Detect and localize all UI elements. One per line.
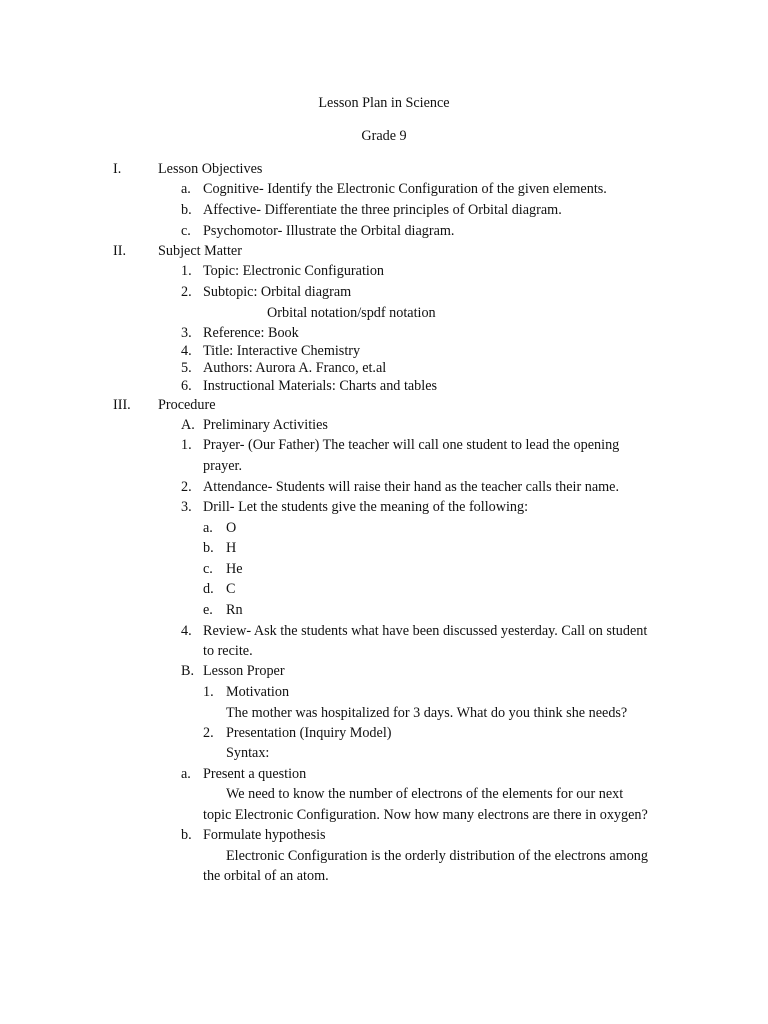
list-item: Attendance- Students will raise their hand as the teacher calls their name. <box>203 479 620 495</box>
list-marker: 3. <box>181 325 192 341</box>
list-item: Rn <box>226 602 243 618</box>
list-marker: 2. <box>181 284 192 300</box>
subsection-marker: A. <box>181 417 195 433</box>
list-marker: b. <box>181 827 192 843</box>
list-item: Presentation (Inquiry Model) <box>226 725 392 741</box>
paragraph-text: the orbital of an atom. <box>203 868 329 884</box>
list-item-continuation: prayer. <box>203 458 242 474</box>
section-number: II. <box>113 243 126 259</box>
section-number: III. <box>113 397 131 413</box>
list-item: Title: Interactive Chemistry <box>203 343 361 359</box>
list-item-continuation: Orbital notation/spdf notation <box>267 305 436 321</box>
subsection-heading: Preliminary Activities <box>203 417 328 433</box>
list-marker: 6. <box>181 378 192 394</box>
list-item: Psychomotor- Illustrate the Orbital diagram. <box>203 223 455 239</box>
list-item: Drill- Let the students give the meaning of the following: <box>203 499 529 515</box>
list-item: Subtopic: Orbital diagram <box>203 284 352 300</box>
list-marker: 1. <box>181 263 192 279</box>
section-heading: Lesson Objectives <box>158 161 263 177</box>
paragraph-text: Syntax: <box>226 745 270 761</box>
list-marker: c. <box>181 223 191 239</box>
paragraph-text: We need to know the number of electrons of the elements for our next <box>226 786 624 802</box>
section-number: I. <box>113 161 122 177</box>
list-item: Formulate hypothesis <box>203 827 326 843</box>
list-item: Cognitive- Identify the Electronic Configuration of the given elements. <box>203 181 607 197</box>
list-marker: 1. <box>203 684 214 700</box>
list-marker: 1. <box>181 437 192 453</box>
list-item: Affective- Differentiate the three principles of Orbital diagram. <box>203 202 562 218</box>
list-marker: a. <box>181 766 191 782</box>
list-marker: a. <box>181 181 191 197</box>
list-item: Authors: Aurora A. Franco, et.al <box>203 360 387 376</box>
list-item: C <box>226 581 236 597</box>
list-marker: c. <box>203 561 213 577</box>
list-item: Topic: Electronic Configuration <box>203 263 385 279</box>
section-heading: Subject Matter <box>158 243 242 259</box>
list-marker: 2. <box>203 725 214 741</box>
list-marker: 3. <box>181 499 192 515</box>
list-item: He <box>226 561 243 577</box>
list-marker: 2. <box>181 479 192 495</box>
list-marker: b. <box>203 540 214 556</box>
list-item: Reference: Book <box>203 325 299 341</box>
paragraph-text: topic Electronic Configuration. Now how many electrons are there in oxygen? <box>203 807 648 823</box>
list-item: H <box>226 540 237 556</box>
list-item: O <box>226 520 237 536</box>
document-title: Lesson Plan in Science <box>318 95 450 111</box>
list-item: Motivation <box>226 684 290 700</box>
subsection-heading: Lesson Proper <box>203 663 285 679</box>
list-marker: 5. <box>181 360 192 376</box>
list-marker: d. <box>203 581 214 597</box>
list-marker: e. <box>203 602 213 618</box>
list-item: Present a question <box>203 766 307 782</box>
list-marker: 4. <box>181 343 192 359</box>
list-marker: a. <box>203 520 213 536</box>
list-item: Instructional Materials: Charts and tables <box>203 378 438 394</box>
list-marker: b. <box>181 202 192 218</box>
list-item: Review- Ask the students what have been discussed yesterday. Call on student <box>203 623 648 639</box>
paragraph-text: Electronic Configuration is the orderly distribution of the electrons among <box>226 848 648 864</box>
list-marker: 4. <box>181 623 192 639</box>
list-item: Prayer- (Our Father) The teacher will call one student to lead the opening <box>203 437 620 453</box>
section-heading: Procedure <box>158 397 216 413</box>
subsection-marker: B. <box>181 663 195 679</box>
list-item-continuation: to recite. <box>203 643 253 659</box>
paragraph-text: The mother was hospitalized for 3 days. What do you think she needs? <box>226 705 628 721</box>
document-grade: Grade 9 <box>361 128 407 144</box>
